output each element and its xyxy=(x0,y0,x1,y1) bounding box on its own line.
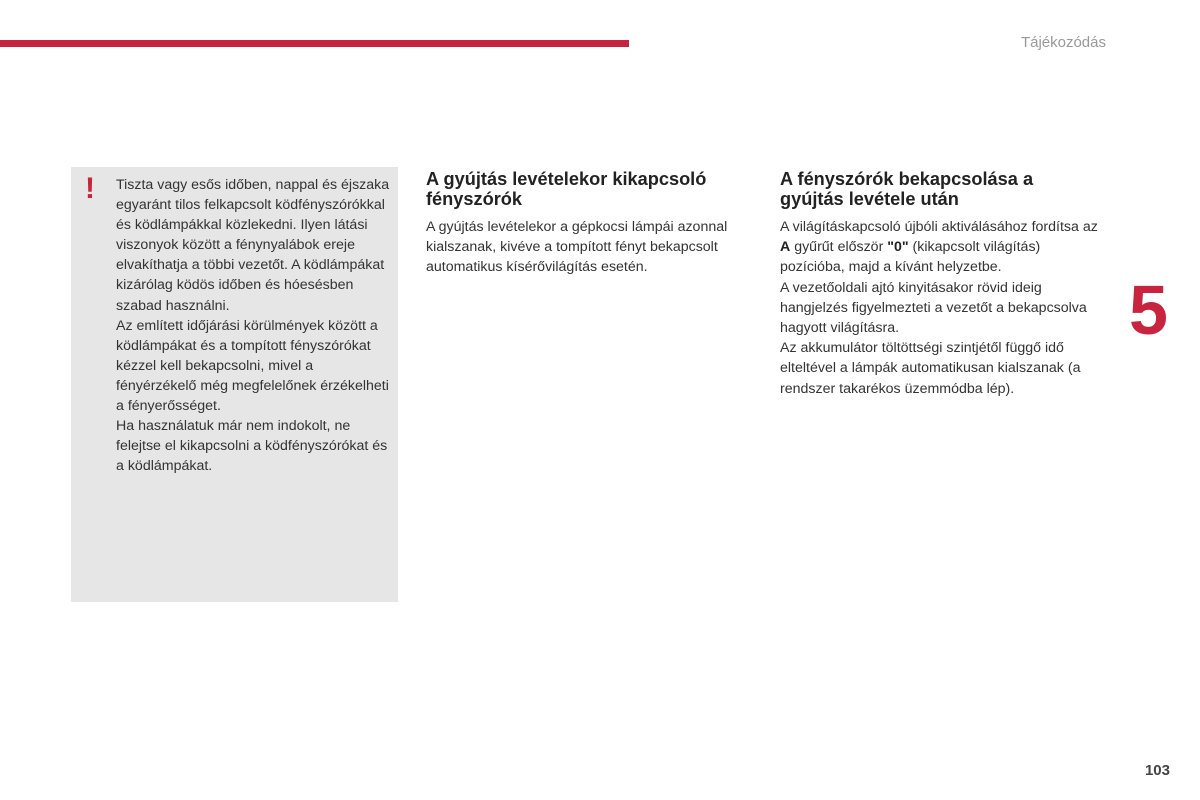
column-3-body-part3: (kikapcsolt világítás) pozícióba, majd a kívánt helyzetbe. A vezetőoldali ajtó kinyitásakor rövid ideig hangjelzés figyelmezteti a vezetőt a bekapcsolva hagyott világításra. Az akkumulátor töltöttségi szintjétől függő idő elteltével a lámpák automatikusan kialszanak (a rendszer takarékos üzemmódba lép). xyxy=(780,239,1087,397)
warning-box xyxy=(71,167,398,602)
exclamation-icon: ! xyxy=(85,172,95,205)
chapter-number: 5 xyxy=(1129,271,1168,349)
section-label: Tájékozódás xyxy=(1020,34,1106,51)
column-lights-after-ignition xyxy=(780,169,1100,399)
column-3-body-part1: A világításkapcsoló újbóli aktiválásához fordítsa az xyxy=(780,219,1098,235)
warning-text: Tiszta vagy esős időben, nappal és éjszaka egyaránt tilos felkapcsolt ködfényszórókkal és ködlámpákkal közlekedni. Ilyen látási viszonyok között a fénynyalábok ereje elvakíthatja a többi vezetőt. A ködlámpákat kizárólag ködös időben és hóesésben szabad használni. Az említett időjárási körülmények között a ködlámpákat és a tompított fényszórókat kézzel kell bekapcsolni, mivel a fényérzékelő még megfelelőnek érzékelheti a fényerősséget. Ha használatuk már nem indokolt, ne felejtse el kikapcsolni a ködfényszórókat és a ködlámpákat. xyxy=(116,177,390,475)
header-accent-bar xyxy=(0,40,629,47)
position-zero-label: "0" xyxy=(887,239,909,256)
column-2-body: A gyújtás levételekor a gépkocsi lámpái azonnal kialszanak, kivéve a tompított fényt bekapcsolt automatikus kísérővilágítás esetén. xyxy=(426,219,728,276)
column-2-heading: A gyújtás levételekor kikapcsoló fényszórók xyxy=(426,169,707,209)
ring-label-a: A xyxy=(780,239,791,256)
page-number: 103 xyxy=(1144,762,1170,779)
column-3-body-part2: gyűrűt először xyxy=(790,239,888,256)
column-3-body xyxy=(780,217,1100,399)
column-ignition-off xyxy=(426,169,756,278)
column-3-heading: A fényszórók bekapcsolása a gyújtás levétele után xyxy=(780,169,1034,209)
